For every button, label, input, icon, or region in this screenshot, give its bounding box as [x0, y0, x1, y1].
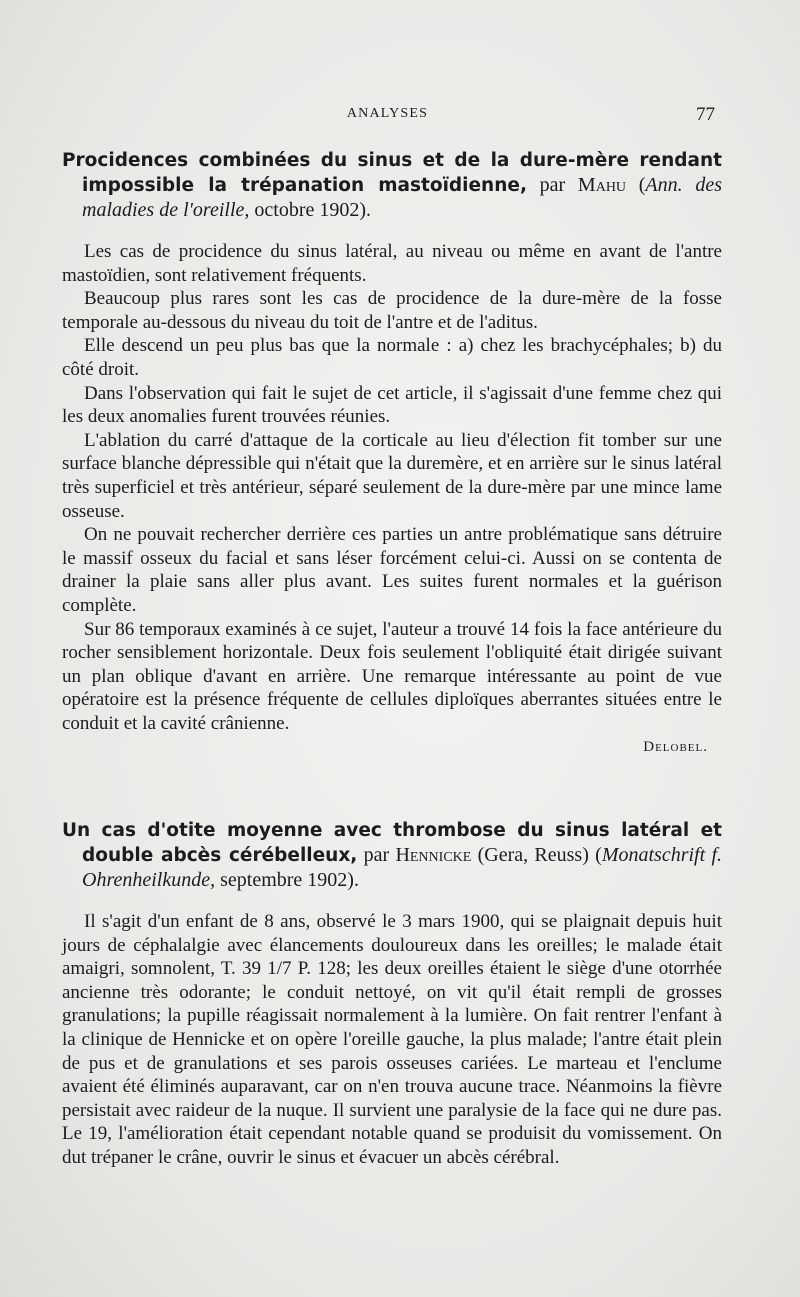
title-journal: Ann. des maladies de l'oreille,: [82, 174, 722, 221]
title-place: (Gera, Reuss) (: [471, 844, 602, 866]
article-title: [62, 148, 722, 222]
title-paren: (: [626, 174, 646, 196]
article-mahu: [62, 148, 722, 756]
title-author: Hennicke: [395, 844, 472, 866]
title-by: par: [357, 844, 396, 866]
title-date: septembre 1902).: [215, 869, 359, 891]
paragraph: Les cas de procidence du sinus latéral, au niveau ou même en avant de l'antre mastoïdien, sont relativement fréquents.: [62, 241, 722, 286]
title-date: octobre 1902).: [249, 199, 372, 221]
paragraph: Beaucoup plus rares sont les cas de procidence de la dure-mère de la fosse temporale au-dessous du niveau du toit de l'antre et de l'aditus.: [62, 288, 722, 333]
paragraph: Elle descend un peu plus bas que la normale : a) chez les brachycéphales; b) du côté droit.: [62, 335, 722, 380]
paragraph: L'ablation du carré d'attaque de la corticale au lieu d'élection fit tomber sur une surface blanche dépressible qui n'était que la duremère, et en arrière sur le sinus latéral très superficiel et très antérieur, séparé seulement de la dure-mère par une mince lame osseuse.: [62, 429, 722, 522]
paragraph: Il s'agit d'un enfant de 8 ans, observé le 3 mars 1900, qui se plaignait depuis huit jours de céphalalgie avec élancements douloureux dans les oreilles; le malade était amaigri, somnolent, T. 39 1/7 P. 128; les deux oreilles étaient le siège d'une otorrhée ancienne très odorante; le conduit nettoyé, on vit qu'il était rempli de grosses granulations; la pupille réagissait normalement à la lumière. On fait rentrer l'enfant à la clinique de Hennicke et on opère l'oreille gauche, la plus malade; l'antre était plein de pus et de granulations et ses parois osseuses cariées. Le marteau et l'enclume avaient été éliminés auparavant, car on n'en trouva aucune trace. Néanmoins la fièvre persistait avec raideur de la nuque. Il survient une paralysie de la face qui ne dure pas. Le 19, l'amélioration était cependant notable quand se produisit du vomissement. On dut trépaner le crâne, ouvrir le sinus et évacuer un abcès cérébral.: [62, 911, 722, 1168]
article-title: [62, 818, 722, 892]
paragraph: Dans l'observation qui fait le sujet de cet article, il s'agissait d'une femme chez qui les deux anomalies furent trouvées réunies.: [62, 382, 722, 428]
paragraph: Sur 86 temporaux examinés à ce sujet, l'auteur a trouvé 14 fois la face antérieure du rocher sensiblement horizontale. Deux fois seulement l'obliquité était dirigée suivant un plan oblique d'avant en arrière. Une remarque intéressante au point de vue opératoire est la présence fréquente de cellules diploïques aberrantes situées entre le conduit et la cavité crânienne.: [62, 618, 722, 734]
title-by: par: [526, 174, 578, 196]
title-journal: Monatschrift f. Ohrenheilkunde,: [82, 844, 723, 891]
paragraph: On ne pouvait rechercher derrière ces parties un antre problématique sans détruire le massif osseux du facial et sans léser forcément celui-ci. Aussi on se contenta de drainer la plaie sans aller plus avant. Les suites furent normales et la guérison complète.: [62, 524, 722, 616]
author-signature: Delobel.: [643, 739, 708, 756]
article-hennicke: [62, 818, 722, 1170]
title-author: Mahu: [577, 174, 627, 196]
title-bold: Procidences combinées du sinus et de la dure-mère rendant impossible la trépanation mastoïdienne,: [62, 150, 722, 196]
title-bold: Un cas d'otite moyenne avec thrombose du sinus latéral et double abcès cérébelleux,: [62, 820, 722, 866]
page-number: 77: [696, 104, 715, 125]
page-header: [60, 106, 715, 130]
running-head: ANALYSES: [346, 106, 429, 121]
